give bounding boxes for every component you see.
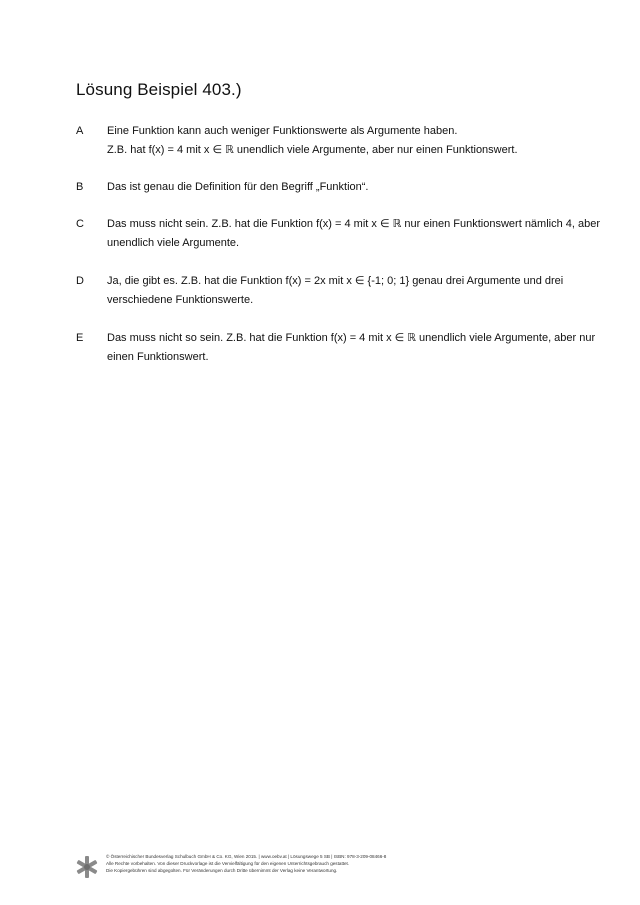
answer-text	[107, 272, 596, 310]
answer-letter: D	[76, 275, 84, 287]
answer-line: einen Funktionswert.	[107, 351, 209, 363]
answer-line: Ja, die gibt es. Z.B. hat die Funktion f(x) = 2x mit x ∈ {-1; 0; 1} genau drei Argumente und drei	[107, 275, 564, 287]
answer-e	[76, 329, 596, 367]
copyright-notice	[106, 853, 386, 874]
copyright-line: © Österreichischer Bundesverlag Schulbuch GmbH & Co. KG, Wien 2015. | www.oebv.at | Lösungswege 5 SB | ISBN: 978-3-209-08466-8	[106, 854, 387, 859]
answer-letter: E	[76, 332, 84, 344]
answer-text	[107, 215, 601, 253]
answer-b	[76, 178, 596, 197]
rights-line: Alle Rechte vorbehalten. Von dieser Druckvorlage ist die Vervielfältigung für den eigenen Unterrichtsgebrauch gestattet.	[106, 861, 350, 866]
answer-line: Das muss nicht so sein. Z.B. hat die Funktion f(x) = 4 mit x ∈ ℝ unendlich viele Argumente, aber nur	[107, 332, 596, 344]
liability-line: Die Kopiergebühren sind abgegolten. Für Veränderungen durch Dritte übernimmt der Verlag keine Verantwortung.	[106, 868, 338, 873]
answer-letter: B	[76, 181, 84, 193]
answer-text	[107, 329, 596, 367]
answer-text	[107, 178, 596, 197]
answer-line: verschiedene Funktionswerte.	[107, 294, 254, 306]
answer-a	[76, 122, 596, 160]
page-title: Lösung Beispiel 403.)	[76, 80, 242, 99]
page-footer	[76, 853, 596, 883]
answer-letter: A	[76, 125, 84, 137]
answer-text	[107, 122, 596, 160]
answer-letter: C	[76, 218, 84, 230]
publisher-logo-icon	[76, 855, 98, 879]
answer-line: Das muss nicht sein. Z.B. hat die Funktion f(x) = 4 mit x ∈ ℝ nur einen Funktionswert nämlich 4, aber	[107, 218, 601, 230]
answer-line: Eine Funktion kann auch weniger Funktionswerte als Argumente haben.	[107, 125, 458, 137]
answer-line: Das ist genau die Definition für den Begriff „Funktion“.	[107, 181, 369, 193]
answer-line: unendlich viele Argumente.	[107, 237, 240, 249]
answer-c	[76, 215, 601, 253]
answer-line: Z.B. hat f(x) = 4 mit x ∈ ℝ unendlich viele Argumente, aber nur einen Funktionswert.	[107, 144, 518, 156]
answer-d	[76, 272, 596, 310]
